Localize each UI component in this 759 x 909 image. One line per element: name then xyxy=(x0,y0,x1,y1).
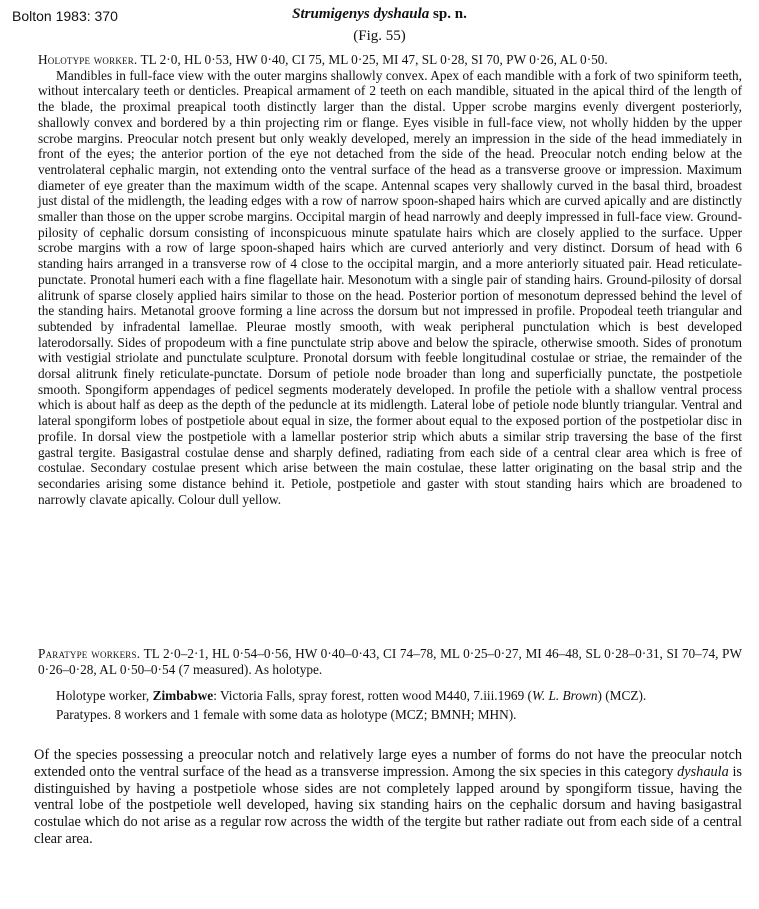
holotype-material xyxy=(38,688,742,704)
discussion-text-2: is distinguished by having a postpetiole whose sides are not completely lapped around by spongiform tissue, having the ventral lobe of the postpetiole well developed, having six standing hairs on the cephalic dorsum and having basigastral costulae which do not arise as a regular row across the width of the tergite but rather radiate out from each side of a central clear area. xyxy=(34,763,742,847)
discussion-text-1: Of the species possessing a preocular notch and relatively large eyes a number of forms do not have the preocular notch extended onto the ventral surface of the head as a transverse impression. Among the six species in this category xyxy=(34,747,742,780)
citation: Bolton 1983: 370 xyxy=(12,8,118,24)
species-title xyxy=(0,6,759,23)
holotype-material-prefix: Holotype worker, xyxy=(56,688,150,703)
material-examined xyxy=(38,688,742,725)
new-species-marker: sp. n. xyxy=(433,6,467,22)
discussion xyxy=(34,747,742,848)
holotype-description-text: Mandibles in full-face view with the outer margins shallowly convex. Apex of each mandible with a fork of two spiniform teeth, without intercalary teeth or denticles. Preapical armament of 2 teeth on each mandible, situated in the apical third of the length of the blade, the proximal preapical tooth distinctly larger than the distal. Upper scrobe margins evenly divergent posteriorly, shallowly convex and bordered by a thin projecting rim or flange. Eyes visible in full-face view, not wholly hidden by the upper scrobe margins. Preocular notch present but only weakly developed, merely an impression in the side of the head immediately in front of the eyes; the anterior portion of the eye not detached from the side of the head. Preocular notch ending below at the ventrolateral cephalic margin, not extending onto the ventral surface of the head as a transverse groove or impression. Maximum diameter of eye greater than the maximum width of the scape. Antennal scapes very shallowly curved in the basal third, broadest just distal of the midlength, the leading edges with a row of narrow spoon-shaped hairs which are curved apically and are distinctly smaller than those on the upper scrobe margins. Occipital margin of head narrowly and deeply impressed in full-face view. Ground-pilosity of cephalic dorsum consisting of inconspicuous minute spatulate hairs which are closely applied to the surface. Upper scrobe margins with a row of large spoon-shaped hairs which are curved anteriorly and very distinct. Dorsum of head with 6 standing hairs arranged in a transverse row of 4 close to the occipital margin, and a more anteriorly situated pair. Head reticulate-punctate. Pronotal humeri each with a fine flagellate hair. Mesonotum with a single pair of standing hairs. Ground-pilosity of dorsal alitrunk of sparse closely applied hairs similar to those on the head. Posterior portion of mesonotum depressed behind the level of the standing hairs. Metanotal groove forming a line across the dorsum but not impressed in profile. Propodeal teeth triangular and subtended by infradental lamellae. Pleurae mostly smooth, with weak peripheral punctulation which is best developed laterodorsally. Sides of propodeum with a fine punctulate strip above and below the spiracle, otherwise smooth. Sides of pronotum with vestigial striolate and punctulate sculpture. Pronotal dorsum with feeble longitudinal costulae or striae, the remainder of the dorsal alitrunk finely reticulate-punctate. Dorsum of petiole node broader than long and superficially punctate, the postpetiole smooth. Spongiform appendages of pedicel segments moderately developed. In profile the petiole with a shallow ventral process which is about half as deep as the depth of the peduncle at its midlength. Lateral lobe of petiole node bluntly triangular. Ventral and lateral spongiform lobes of postpetiole about equal in size, the former about equal to the exposed portion of the postpetiolar disc in profile. In dorsal view the postpetiole with a lamellar posterior strip which abuts a similar strip traversing the base of the first gastral tergite. Basigastral costulae dense and sharply defined, radiating from each side of a central clear area which is free of costulae. Secondary costulae present which arise between the main costulae, these latter originating on the basal strip and the secondaries arising some distance behind it. Petiole, postpetiole and gaster with stout standing hairs which are broadened to narrowly clavate apically. Colour dull yellow. xyxy=(38,67,742,507)
paratype-section xyxy=(38,646,742,677)
holotype-description xyxy=(38,52,742,507)
species-name: Strumigenys dyshaula xyxy=(292,6,430,22)
paratype-material: Paratypes. 8 workers and 1 female with some data as holotype (MCZ; BMNH; MHN). xyxy=(56,706,517,722)
figure-reference: (Fig. 55) xyxy=(353,28,406,44)
paratype-measurements: TL 2·0–2·1, HL 0·54–0·56, HW 0·40–0·43, CI 74–78, ML 0·25–0·27, MI 46–48, SL 0·28–0·31, SI 70–74, PW 0·26–0·28, AL 0·50–0·54 (7 measured). As holotype. xyxy=(38,646,742,677)
holotype-depository: ) (MCZ). xyxy=(597,688,647,703)
holotype-locality: : Victoria Falls, spray forest, rotten wood M440, 7.iii.1969 ( xyxy=(213,688,532,703)
holotype-label: Holotype worker. xyxy=(38,52,138,67)
holotype-measurements: TL 2·0, HL 0·53, HW 0·40, CI 75, ML 0·25, MI 47, SL 0·28, SI 70, PW 0·26, AL 0·50. xyxy=(140,52,608,67)
collector: W. L. Brown xyxy=(531,688,598,703)
discussion-species: dyshaula xyxy=(677,763,729,780)
paratype-line xyxy=(38,646,742,677)
paratype-label: Paratype workers. xyxy=(38,646,141,661)
holotype-measurements-line xyxy=(38,52,742,68)
country: Zimbabwe xyxy=(152,688,214,703)
